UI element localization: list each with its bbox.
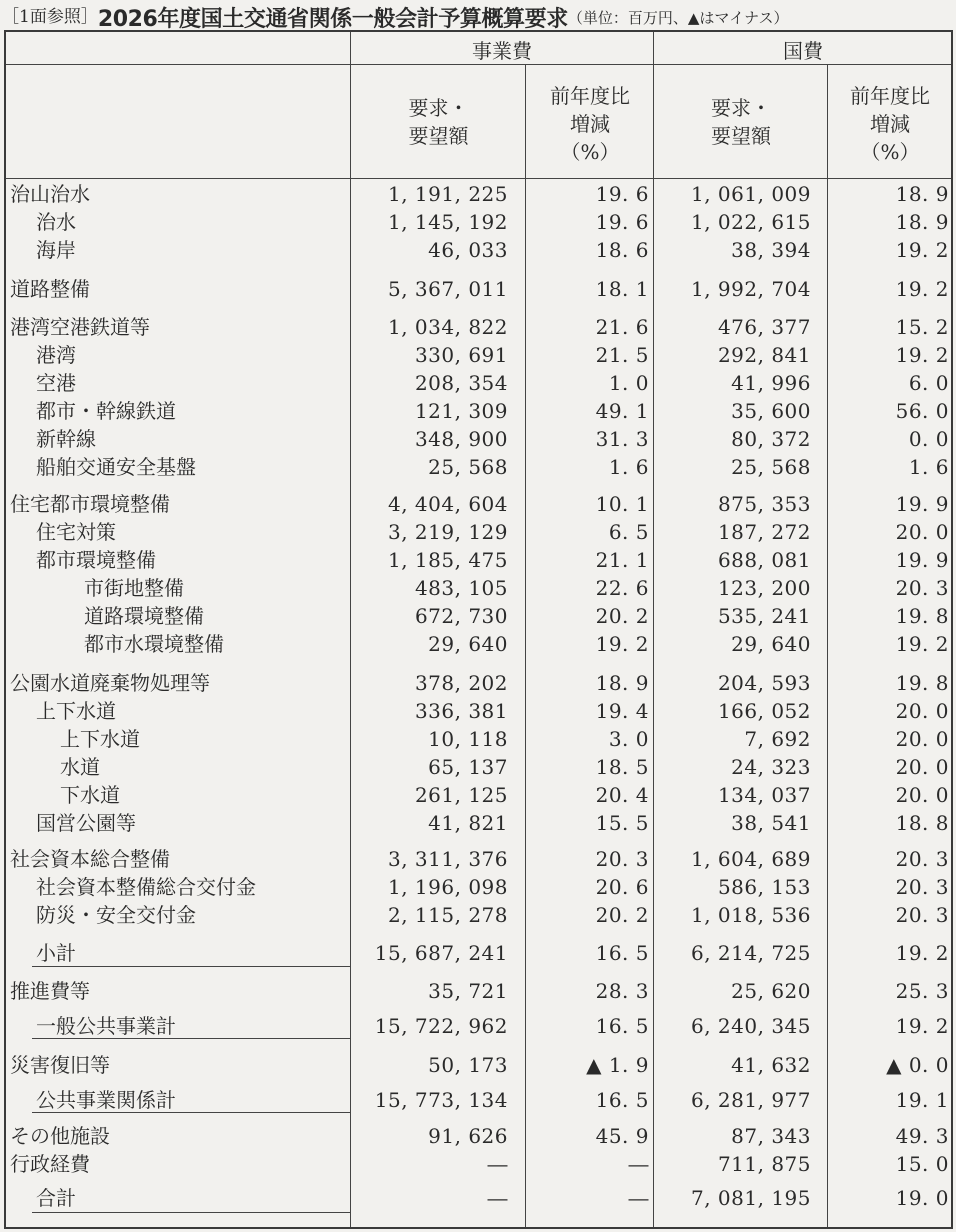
project-cost-request-cell: 330, 691	[414, 343, 508, 367]
project-cost-request-cell: 29, 640	[428, 632, 508, 656]
national-cost-request-cell: 25, 568	[731, 455, 811, 479]
table-row	[6, 845, 951, 873]
row-label: 災害復旧等	[10, 1053, 110, 1077]
national-cost-change-cell: 1. 6	[908, 455, 949, 479]
project-cost-change-cell: 31. 3	[595, 427, 649, 451]
table-row	[6, 1184, 951, 1212]
row-label: 上下水道	[60, 727, 140, 751]
national-cost-request-cell: 35, 600	[731, 399, 811, 423]
national-cost-change-cell: 18. 9	[895, 182, 949, 206]
national-cost-change-cell: 20. 0	[895, 755, 949, 779]
project-cost-change-cell: 21. 1	[595, 548, 649, 572]
table-row	[6, 518, 951, 546]
national-cost-request-cell: 24, 323	[731, 755, 811, 779]
column-header-line: 前年度比	[550, 84, 630, 108]
project-cost-request-cell: 46, 033	[428, 238, 508, 262]
national-cost-request-cell: 6, 214, 725	[690, 941, 811, 965]
project-cost-change-cell: 20. 2	[595, 604, 649, 628]
row-label: 公共事業関係計	[36, 1088, 176, 1112]
project-cost-change-cell: 19. 4	[595, 699, 649, 723]
row-label: 都市・幹線鉄道	[36, 399, 176, 423]
row-label: 推進費等	[10, 979, 90, 1003]
project-cost-change-cell: ―	[628, 1186, 649, 1210]
project-cost-change-cell: 21. 6	[595, 315, 649, 339]
project-cost-request-cell: 50, 173	[428, 1053, 508, 1077]
national-cost-request-cell: 476, 377	[717, 315, 811, 339]
project-cost-request-cell: 35, 721	[428, 979, 508, 1003]
table-row	[6, 1051, 951, 1079]
table-row	[6, 1122, 951, 1150]
project-cost-change-cell: 16. 5	[595, 1088, 649, 1112]
project-cost-change-cell: 28. 3	[595, 979, 649, 1003]
column-header-request	[655, 94, 827, 150]
national-cost-change-cell: 19. 8	[895, 604, 949, 628]
row-label: 船舶交通安全基盤	[36, 455, 196, 479]
national-cost-change-cell: 20. 3	[895, 576, 949, 600]
national-cost-request-cell: 29, 640	[731, 632, 811, 656]
row-label: 水道	[60, 755, 100, 779]
project-cost-change-cell: ▲ 1. 9	[586, 1053, 649, 1077]
project-cost-request-cell: 15, 722, 962	[374, 1014, 508, 1038]
column-header-change	[829, 82, 951, 166]
national-cost-request-cell: 7, 081, 195	[690, 1186, 811, 1210]
national-cost-request-cell: 80, 372	[731, 427, 811, 451]
table-row	[6, 369, 951, 397]
national-cost-request-cell: 204, 593	[717, 671, 811, 695]
project-cost-change-cell: 18. 1	[595, 277, 649, 301]
table-row	[6, 275, 951, 303]
project-cost-request-cell: ―	[487, 1186, 508, 1210]
row-label: 国営公園等	[36, 811, 136, 835]
project-cost-change-cell: 49. 1	[595, 399, 649, 423]
column-header-line: 要求・	[408, 96, 469, 120]
national-cost-request-cell: 7, 692	[744, 727, 811, 751]
project-cost-change-cell: 6. 5	[608, 520, 649, 544]
project-cost-request-cell: 378, 202	[414, 671, 508, 695]
project-cost-change-cell: 19. 6	[595, 182, 649, 206]
national-cost-request-cell: 292, 841	[717, 343, 811, 367]
project-cost-request-cell: 1, 145, 192	[387, 210, 508, 234]
national-cost-request-cell: 1, 061, 009	[690, 182, 811, 206]
table-row	[6, 490, 951, 518]
table-row	[6, 453, 951, 481]
table-row	[6, 341, 951, 369]
national-cost-change-cell: 56. 0	[895, 399, 949, 423]
row-label: 住宅都市環境整備	[10, 492, 170, 516]
table-row	[6, 873, 951, 901]
column-header-line: 要望額	[711, 124, 771, 148]
table-row	[6, 753, 951, 781]
row-label: 公園水道廃棄物処理等	[10, 671, 210, 695]
national-cost-change-cell: 18. 8	[895, 811, 949, 835]
project-cost-request-cell: 208, 354	[414, 371, 508, 395]
national-cost-change-cell: 20. 3	[895, 847, 949, 871]
national-cost-request-cell: 1, 022, 615	[690, 210, 811, 234]
row-label: 空港	[36, 371, 76, 395]
row-label: 治水	[36, 210, 76, 234]
project-cost-change-cell: 1. 0	[608, 371, 649, 395]
national-cost-request-cell: 711, 875	[717, 1152, 811, 1176]
table-row	[6, 1086, 951, 1114]
national-cost-change-cell: ▲ 0. 0	[886, 1053, 949, 1077]
table-row	[6, 669, 951, 697]
project-cost-change-cell: 21. 5	[595, 343, 649, 367]
national-cost-request-cell: 134, 037	[717, 783, 811, 807]
table-row	[6, 1012, 951, 1040]
project-cost-change-cell: 1. 6	[608, 455, 649, 479]
national-cost-request-cell: 41, 996	[731, 371, 811, 395]
table-row	[6, 697, 951, 725]
national-cost-request-cell: 38, 541	[731, 811, 811, 835]
project-cost-request-cell: 3, 311, 376	[387, 847, 508, 871]
national-cost-change-cell: 0. 0	[908, 427, 949, 451]
national-cost-change-cell: 19. 2	[895, 277, 949, 301]
project-cost-change-cell: 22. 6	[595, 576, 649, 600]
national-cost-request-cell: 166, 052	[717, 699, 811, 723]
table-row	[6, 425, 951, 453]
project-cost-request-cell: 4, 404, 604	[387, 492, 508, 516]
project-cost-request-cell: 1, 196, 098	[387, 875, 508, 899]
header-divider	[6, 178, 951, 179]
table-row	[6, 236, 951, 264]
national-cost-request-cell: 586, 153	[717, 875, 811, 899]
column-header-line: 増減	[870, 112, 910, 136]
row-label: 港湾空港鉄道等	[10, 315, 150, 339]
row-label: 海岸	[36, 238, 76, 262]
national-cost-request-cell: 688, 081	[717, 548, 811, 572]
national-cost-change-cell: 19. 2	[895, 238, 949, 262]
national-cost-change-cell: 20. 0	[895, 783, 949, 807]
group-header-national-cost: 国費	[783, 39, 823, 63]
national-cost-change-cell: 25. 3	[895, 979, 949, 1003]
project-cost-change-cell: 10. 1	[595, 492, 649, 516]
budget-table	[4, 30, 953, 1229]
column-header-line: （%）	[860, 140, 920, 164]
table-row	[6, 630, 951, 658]
national-cost-request-cell: 123, 200	[717, 576, 811, 600]
row-label: 合計	[36, 1186, 76, 1210]
row-label: その他施設	[10, 1124, 110, 1148]
project-cost-request-cell: 261, 125	[414, 783, 508, 807]
project-cost-request-cell: 121, 309	[414, 399, 508, 423]
row-label: 港湾	[36, 343, 76, 367]
national-cost-change-cell: 19. 2	[895, 1014, 949, 1038]
row-label: 新幹線	[36, 427, 96, 451]
column-header-request	[352, 94, 525, 150]
project-cost-change-cell: 18. 6	[595, 238, 649, 262]
table-row	[6, 809, 951, 837]
project-cost-request-cell: 1, 185, 475	[387, 548, 508, 572]
project-cost-change-cell: ―	[628, 1152, 649, 1176]
project-cost-change-cell: 16. 5	[595, 941, 649, 965]
column-header-line: （%）	[560, 140, 620, 164]
row-label: 住宅対策	[36, 520, 116, 544]
national-cost-change-cell: 19. 9	[895, 492, 949, 516]
project-cost-change-cell: 20. 2	[595, 903, 649, 927]
column-header-change	[527, 82, 653, 166]
column-header-line: 前年度比	[850, 84, 930, 108]
subtotal-underline	[32, 1212, 350, 1213]
reference-label: ［1面参照］	[2, 7, 98, 27]
national-cost-change-cell: 19. 2	[895, 941, 949, 965]
national-cost-change-cell: 20. 3	[895, 875, 949, 899]
project-cost-request-cell: 15, 773, 134	[374, 1088, 508, 1112]
national-cost-change-cell: 20. 3	[895, 903, 949, 927]
table-row	[6, 180, 951, 208]
table-row	[6, 977, 951, 1005]
table-row	[6, 725, 951, 753]
project-cost-request-cell: 10, 118	[428, 727, 508, 751]
national-cost-change-cell: 19. 0	[895, 1186, 949, 1210]
national-cost-change-cell: 15. 2	[895, 315, 949, 339]
project-cost-change-cell: 20. 4	[595, 783, 649, 807]
row-label: 治山治水	[10, 182, 90, 206]
national-cost-request-cell: 535, 241	[717, 604, 811, 628]
project-cost-change-cell: 18. 5	[595, 755, 649, 779]
project-cost-request-cell: 91, 626	[428, 1124, 508, 1148]
group-header-project-cost: 事業費	[472, 39, 532, 63]
row-label: 道路整備	[10, 277, 90, 301]
row-label: 行政経費	[10, 1152, 90, 1176]
national-cost-request-cell: 1, 992, 704	[690, 277, 811, 301]
project-cost-request-cell: 5, 367, 011	[387, 277, 508, 301]
national-cost-change-cell: 6. 0	[908, 371, 949, 395]
row-label: 一般公共事業計	[36, 1014, 176, 1038]
national-cost-change-cell: 18. 9	[895, 210, 949, 234]
project-cost-request-cell: 483, 105	[414, 576, 508, 600]
national-cost-change-cell: 19. 1	[895, 1088, 949, 1112]
project-cost-change-cell: 18. 9	[595, 671, 649, 695]
project-cost-change-cell: 16. 5	[595, 1014, 649, 1038]
national-cost-change-cell: 19. 2	[895, 343, 949, 367]
project-cost-request-cell: 1, 191, 225	[387, 182, 508, 206]
national-cost-request-cell: 6, 281, 977	[690, 1088, 811, 1112]
row-label: 都市水環境整備	[84, 632, 224, 656]
national-cost-change-cell: 20. 0	[895, 520, 949, 544]
row-label: 防災・安全交付金	[36, 903, 196, 927]
project-cost-request-cell: 41, 821	[428, 811, 508, 835]
row-label: 社会資本整備総合交付金	[36, 875, 256, 899]
column-header-line: 要求・	[711, 96, 771, 120]
national-cost-request-cell: 41, 632	[731, 1053, 811, 1077]
project-cost-request-cell: 2, 115, 278	[387, 903, 508, 927]
project-cost-request-cell: 25, 568	[428, 455, 508, 479]
row-label: 下水道	[60, 783, 120, 807]
national-cost-request-cell: 87, 343	[731, 1124, 811, 1148]
project-cost-request-cell: 15, 687, 241	[374, 941, 508, 965]
project-cost-request-cell: 348, 900	[414, 427, 508, 451]
national-cost-change-cell: 15. 0	[895, 1152, 949, 1176]
project-cost-request-cell: 672, 730	[414, 604, 508, 628]
table-row	[6, 1150, 951, 1178]
document-title	[2, 2, 789, 32]
national-cost-change-cell: 20. 0	[895, 699, 949, 723]
project-cost-change-cell: 45. 9	[595, 1124, 649, 1148]
national-cost-request-cell: 1, 604, 689	[690, 847, 811, 871]
table-row	[6, 781, 951, 809]
row-label: 道路環境整備	[84, 604, 204, 628]
project-cost-request-cell: ―	[487, 1152, 508, 1176]
national-cost-change-cell: 49. 3	[895, 1124, 949, 1148]
national-cost-change-cell: 20. 0	[895, 727, 949, 751]
row-label: 社会資本総合整備	[10, 847, 170, 871]
project-cost-change-cell: 15. 5	[595, 811, 649, 835]
project-cost-request-cell: 1, 034, 822	[387, 315, 508, 339]
project-cost-request-cell: 336, 381	[414, 699, 508, 723]
row-label: 上下水道	[36, 699, 116, 723]
national-cost-request-cell: 875, 353	[717, 492, 811, 516]
project-cost-request-cell: 3, 219, 129	[387, 520, 508, 544]
table-row	[6, 574, 951, 602]
table-row	[6, 602, 951, 630]
national-cost-request-cell: 25, 620	[731, 979, 811, 1003]
title-main: 2026年度国土交通省関係一般会計予算概算要求	[97, 7, 568, 32]
header-divider	[6, 64, 951, 65]
table-row	[6, 208, 951, 236]
table-row	[6, 901, 951, 929]
column-header-line: 増減	[570, 112, 610, 136]
project-cost-change-cell: 19. 2	[595, 632, 649, 656]
national-cost-request-cell: 187, 272	[717, 520, 811, 544]
row-label: 市街地整備	[84, 576, 184, 600]
row-label: 都市環境整備	[36, 548, 156, 572]
project-cost-change-cell: 19. 6	[595, 210, 649, 234]
project-cost-request-cell: 65, 137	[428, 755, 508, 779]
national-cost-request-cell: 6, 240, 345	[690, 1014, 811, 1038]
column-header-line: 要望額	[408, 124, 469, 148]
project-cost-change-cell: 20. 6	[595, 875, 649, 899]
national-cost-change-cell: 19. 2	[895, 632, 949, 656]
national-cost-request-cell: 1, 018, 536	[690, 903, 811, 927]
table-row	[6, 546, 951, 574]
national-cost-change-cell: 19. 9	[895, 548, 949, 572]
table-row	[6, 313, 951, 341]
project-cost-change-cell: 20. 3	[595, 847, 649, 871]
row-label: 小計	[36, 941, 76, 965]
national-cost-change-cell: 19. 8	[895, 671, 949, 695]
project-cost-change-cell: 3. 0	[608, 727, 649, 751]
table-row	[6, 397, 951, 425]
table-row	[6, 939, 951, 967]
national-cost-request-cell: 38, 394	[731, 238, 811, 262]
unit-note: （単位：百万円、▲はマイナス）	[567, 9, 789, 27]
